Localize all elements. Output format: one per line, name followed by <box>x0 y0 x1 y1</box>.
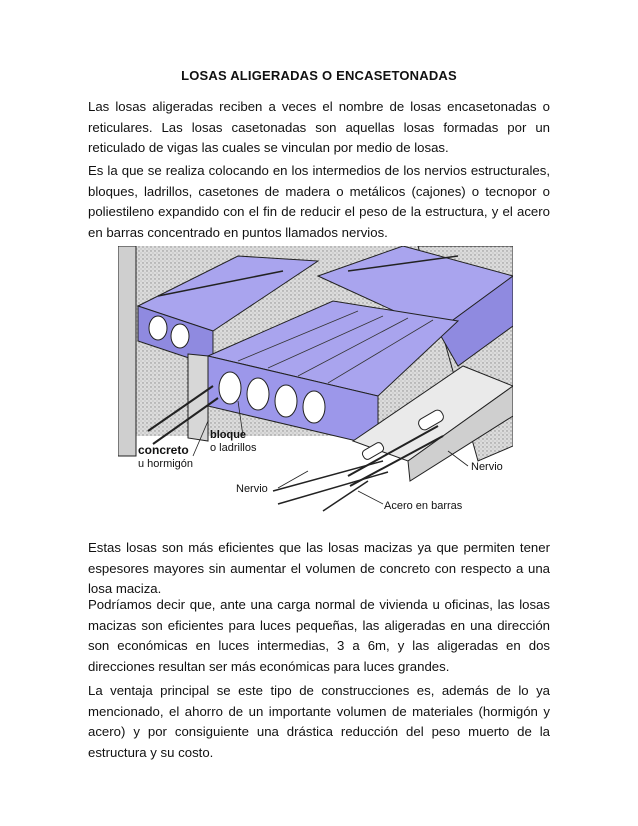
block-hole <box>247 378 269 410</box>
block-hole <box>219 372 241 404</box>
label-acero: Acero en barras <box>384 500 463 512</box>
rebar-bottom <box>273 461 388 511</box>
document-title: LOSAS ALIGERADAS O ENCASETONADAS <box>181 68 457 83</box>
label-concreto: concreto <box>138 443 189 457</box>
label-ladrillos: o ladrillos <box>210 442 257 454</box>
block-hole <box>303 391 325 423</box>
label-nervio-left: Nervio <box>236 483 268 495</box>
label-nervio-right: Nervio <box>471 461 503 473</box>
paragraph-5: La ventaja principal se este tipo de construcciones es, además de lo ya mencionado, el ahorro de un importante volumen de materiales (hormigón y acero) y por consiguiente una drástica reducción del peso muerto de la estructura y su costo. <box>88 683 550 760</box>
paragraph-2: Es la que se realiza colocando en los intermedios de los nervios estructurales, bloques, ladrillos, casetones de madera o metálicos (cajones) o tecnopor o poliestileno expandido con el fin de reducir el peso de la estructura, y el acero en barras concentrado en puntos llamados nervios. <box>88 163 550 240</box>
block-hole <box>275 385 297 417</box>
label-bloque: bloque <box>210 429 247 441</box>
paragraph-3: Estas losas son más eficientes que las losas macizas ya que permiten tener espesores mayores sin aumentar el volumen de concreto con respecto a una losa maciza. <box>88 540 550 596</box>
paragraph-4: Podríamos decir que, ante una carga normal de vivienda u oficinas, las losas macizas son eficientes para luces pequeñas, las aligeradas en una dirección son económicas en luces intermedias, 3 a 6m, y las aligeradas en dos direcciones resultan ser más económicas para luces grandes. <box>88 597 550 674</box>
label-hormigon: u hormigón <box>138 458 194 470</box>
paragraph-1: Las losas aligeradas reciben a veces el nombre de losas encasetonadas o reticulares. Las losas casetonadas son aquellas losas formadas por un reticulado de vigas las cuales se vinculan por medio de losas. <box>88 99 550 155</box>
slab-illustration <box>118 246 513 518</box>
